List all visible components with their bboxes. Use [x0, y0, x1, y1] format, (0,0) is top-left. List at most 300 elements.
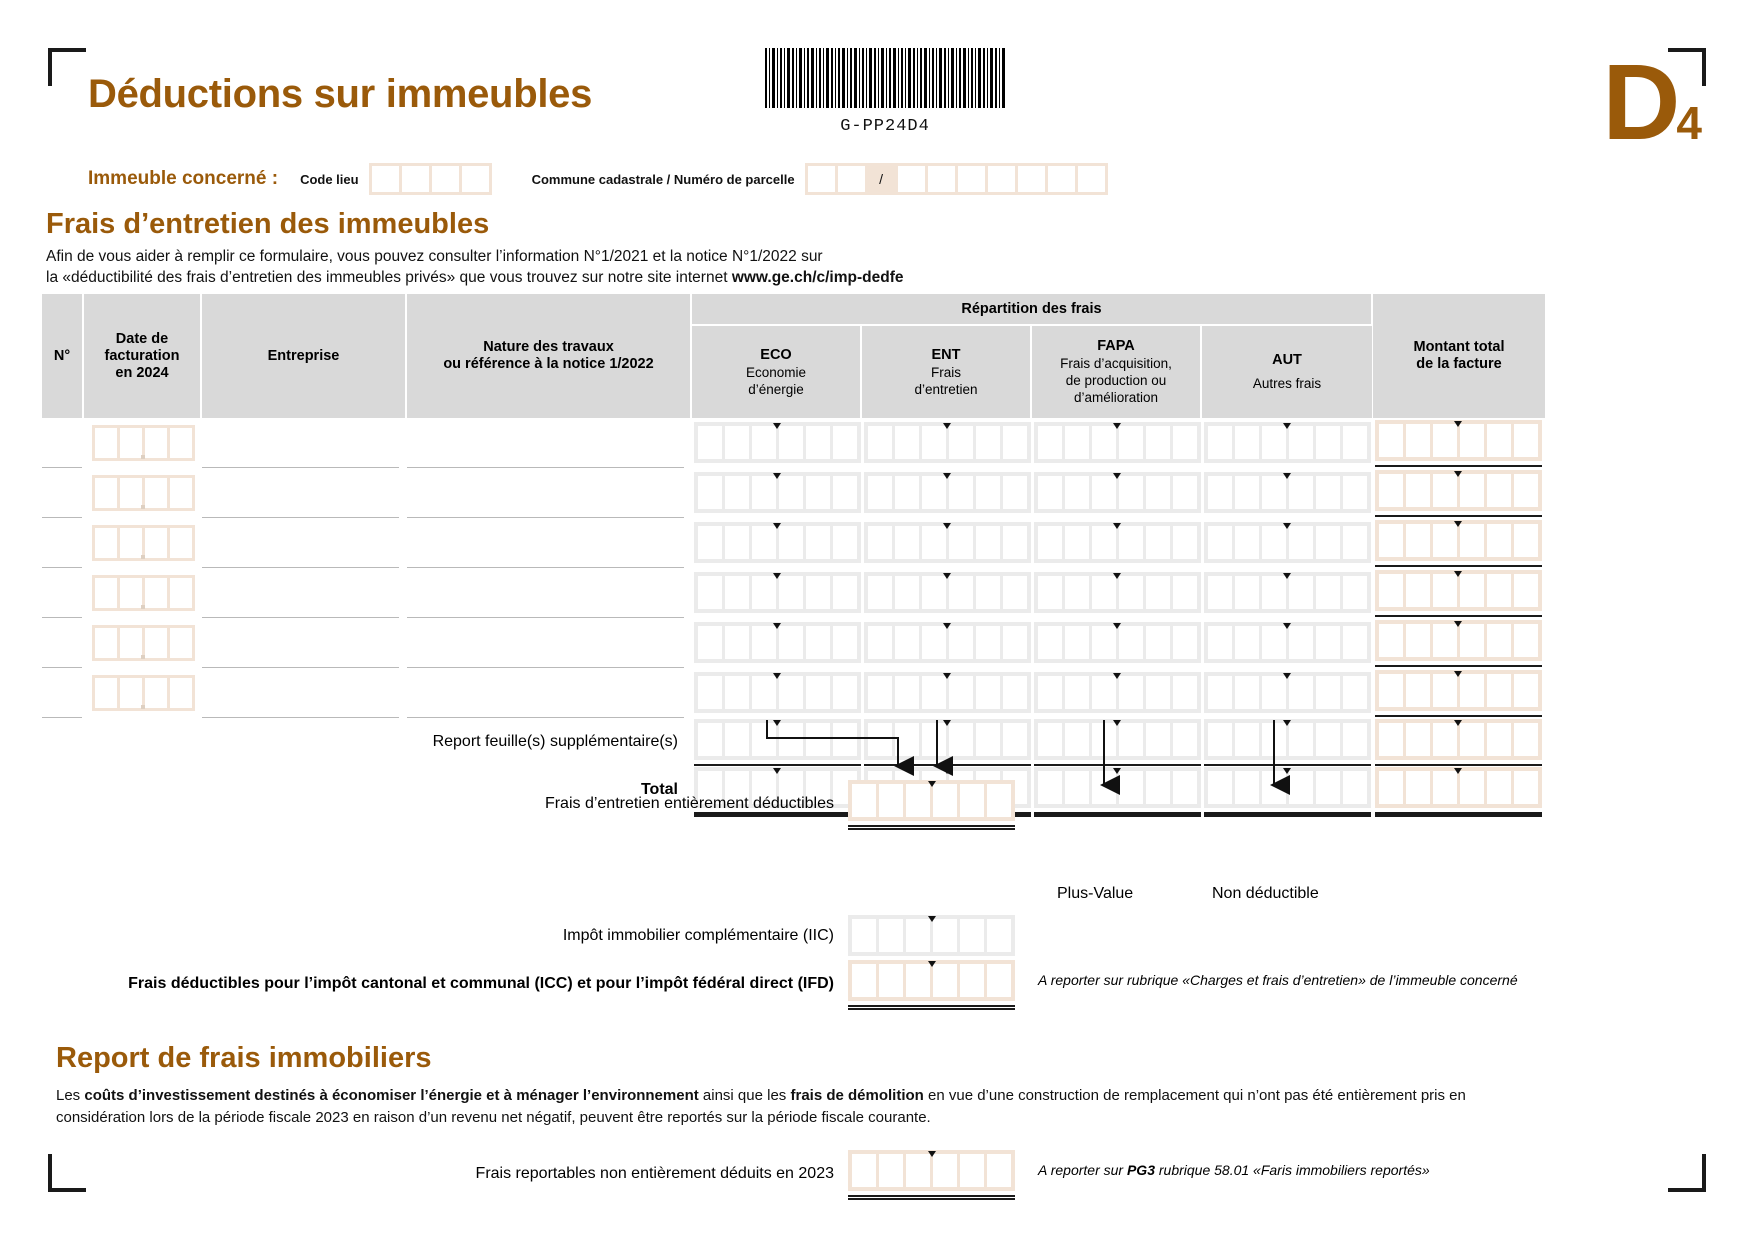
- amount-input[interactable]: [1204, 422, 1371, 464]
- amount-boxes[interactable]: [1375, 420, 1542, 461]
- amount-cell[interactable]: [1316, 771, 1340, 804]
- amount-cell[interactable]: [1487, 674, 1511, 707]
- summary-eco-cell[interactable]: [692, 717, 862, 767]
- summary-aut-cell[interactable]: [1202, 765, 1372, 815]
- amount-cell[interactable]: [1003, 576, 1027, 609]
- amount-cell[interactable]: [1379, 474, 1403, 507]
- amount-cell[interactable]: [1433, 574, 1457, 607]
- amount-boxes[interactable]: [694, 522, 861, 563]
- amount-cell[interactable]: [1514, 771, 1538, 804]
- amount-cell[interactable]: [933, 919, 957, 952]
- amount-cell[interactable]: [1173, 771, 1197, 804]
- amount-cell[interactable]: [895, 476, 919, 509]
- amount-cell[interactable]: [1289, 426, 1313, 459]
- amount-cell[interactable]: [1262, 476, 1286, 509]
- date-cell[interactable]: [145, 528, 167, 558]
- amount-boxes[interactable]: [864, 522, 1031, 563]
- amount-cell[interactable]: [1235, 476, 1259, 509]
- amount-cell[interactable]: [976, 576, 1000, 609]
- amount-cell[interactable]: [1487, 424, 1511, 457]
- amount-cell[interactable]: [1316, 476, 1340, 509]
- row-montant-total-cell[interactable]: [1372, 668, 1544, 718]
- row-eco-cell[interactable]: [692, 418, 862, 468]
- amount-cell[interactable]: [806, 676, 830, 709]
- amount-cell[interactable]: [1262, 526, 1286, 559]
- amount-cell[interactable]: [949, 576, 973, 609]
- amount-cell[interactable]: [1487, 723, 1511, 756]
- amount-input[interactable]: [1034, 522, 1201, 564]
- amount-cell[interactable]: [1262, 723, 1286, 756]
- amount-cell[interactable]: [725, 576, 749, 609]
- amount-cell[interactable]: [1038, 626, 1062, 659]
- amount-boxes[interactable]: [1034, 672, 1201, 713]
- amount-cell[interactable]: [752, 626, 776, 659]
- amount-cell[interactable]: [725, 426, 749, 459]
- amount-cell[interactable]: [879, 1154, 903, 1187]
- row-ent-cell[interactable]: [862, 668, 1032, 718]
- amount-cell[interactable]: [1460, 424, 1484, 457]
- amount-input[interactable]: [1375, 670, 1542, 717]
- amount-cell[interactable]: [1065, 426, 1089, 459]
- summary-ent-cell[interactable]: [862, 717, 1032, 767]
- amount-cell[interactable]: [698, 676, 722, 709]
- icc-ifd-input[interactable]: [848, 960, 1015, 1007]
- amount-input[interactable]: [694, 622, 861, 664]
- amount-cell[interactable]: [960, 919, 984, 952]
- amount-cell[interactable]: [725, 526, 749, 559]
- code-lieu-cell[interactable]: [372, 166, 399, 192]
- row-montant-total-cell[interactable]: [1372, 418, 1544, 468]
- amount-cell[interactable]: [1406, 624, 1430, 657]
- amount-cell[interactable]: [1289, 626, 1313, 659]
- amount-boxes[interactable]: [1204, 422, 1371, 463]
- amount-cell[interactable]: [1235, 723, 1259, 756]
- amount-cell[interactable]: [1092, 426, 1116, 459]
- amount-cell[interactable]: [1487, 771, 1511, 804]
- amount-cell[interactable]: [1173, 676, 1197, 709]
- date-cell[interactable]: [95, 628, 117, 658]
- amount-boxes[interactable]: [864, 422, 1031, 463]
- row-aut-cell[interactable]: [1202, 518, 1372, 568]
- row-ent-cell[interactable]: [862, 418, 1032, 468]
- row-eco-cell[interactable]: [692, 668, 862, 718]
- amount-cell[interactable]: [1514, 524, 1538, 557]
- row-entreprise-cell[interactable]: [202, 618, 407, 668]
- amount-input[interactable]: [864, 719, 1031, 766]
- amount-cell[interactable]: [833, 476, 857, 509]
- amount-cell[interactable]: [1092, 723, 1116, 756]
- amount-cell[interactable]: [806, 476, 830, 509]
- amount-cell[interactable]: [879, 784, 903, 817]
- amount-cell[interactable]: [868, 476, 892, 509]
- amount-cell[interactable]: [868, 576, 892, 609]
- row-date-cell[interactable]: [84, 618, 202, 668]
- amount-cell[interactable]: [698, 526, 722, 559]
- amount-input[interactable]: [864, 422, 1031, 464]
- code-lieu-cell[interactable]: [462, 166, 489, 192]
- commune-parcelle-input[interactable]: [805, 163, 1108, 195]
- amount-cell[interactable]: [1146, 426, 1170, 459]
- amount-cell[interactable]: [1208, 526, 1232, 559]
- icc-ifd-boxes[interactable]: [848, 960, 1015, 1001]
- amount-cell[interactable]: [1038, 526, 1062, 559]
- row-eco-cell[interactable]: [692, 468, 862, 518]
- amount-boxes[interactable]: [1375, 620, 1542, 661]
- amount-input[interactable]: [1204, 472, 1371, 514]
- amount-cell[interactable]: [779, 426, 803, 459]
- amount-cell[interactable]: [1460, 723, 1484, 756]
- row-entreprise-cell[interactable]: [202, 568, 407, 618]
- date-cell[interactable]: [95, 428, 117, 458]
- amount-cell[interactable]: [1146, 476, 1170, 509]
- row-aut-cell[interactable]: [1202, 618, 1372, 668]
- amount-cell[interactable]: [1173, 526, 1197, 559]
- row-fapa-cell[interactable]: [1032, 568, 1202, 618]
- amount-cell[interactable]: [833, 526, 857, 559]
- summary-montant-cell[interactable]: [1372, 765, 1544, 815]
- amount-boxes[interactable]: [1204, 472, 1371, 513]
- amount-cell[interactable]: [922, 476, 946, 509]
- row-date-cell[interactable]: [84, 418, 202, 468]
- row-nature-cell[interactable]: [407, 468, 692, 518]
- amount-cell[interactable]: [1406, 771, 1430, 804]
- amount-cell[interactable]: [1235, 676, 1259, 709]
- amount-cell[interactable]: [1460, 524, 1484, 557]
- amount-cell[interactable]: [933, 784, 957, 817]
- code-lieu-input[interactable]: [369, 163, 492, 195]
- amount-cell[interactable]: [1119, 476, 1143, 509]
- amount-boxes[interactable]: [1204, 622, 1371, 663]
- date-cell[interactable]: [170, 428, 192, 458]
- amount-cell[interactable]: [1038, 771, 1062, 804]
- amount-cell[interactable]: [1433, 474, 1457, 507]
- amount-cell[interactable]: [1487, 474, 1511, 507]
- row-aut-cell[interactable]: [1202, 418, 1372, 468]
- date-cell[interactable]: [145, 428, 167, 458]
- amount-boxes[interactable]: [1204, 767, 1371, 808]
- amount-cell[interactable]: [1514, 674, 1538, 707]
- amount-boxes[interactable]: [694, 622, 861, 663]
- amount-input[interactable]: [1204, 572, 1371, 614]
- amount-cell[interactable]: [1146, 723, 1170, 756]
- amount-cell[interactable]: [806, 626, 830, 659]
- row-ent-cell[interactable]: [862, 568, 1032, 618]
- date-cell[interactable]: [170, 628, 192, 658]
- amount-cell[interactable]: [698, 576, 722, 609]
- amount-boxes[interactable]: [1034, 622, 1201, 663]
- amount-boxes[interactable]: [694, 472, 861, 513]
- amount-boxes[interactable]: [864, 672, 1031, 713]
- amount-boxes[interactable]: [1375, 670, 1542, 711]
- amount-cell[interactable]: [806, 526, 830, 559]
- amount-cell[interactable]: [1092, 576, 1116, 609]
- amount-boxes[interactable]: [1204, 672, 1371, 713]
- date-cell[interactable]: [170, 678, 192, 708]
- amount-boxes[interactable]: [1375, 570, 1542, 611]
- amount-cell[interactable]: [1173, 576, 1197, 609]
- amount-input[interactable]: [1375, 570, 1542, 617]
- amount-cell[interactable]: [1289, 771, 1313, 804]
- summary-fapa-cell[interactable]: [1032, 717, 1202, 767]
- date-cell[interactable]: [170, 578, 192, 608]
- row-nature-cell[interactable]: [407, 518, 692, 568]
- amount-input[interactable]: [864, 622, 1031, 664]
- amount-boxes[interactable]: [1034, 767, 1201, 808]
- summary-montant-cell[interactable]: [1372, 717, 1544, 767]
- row-date-cell[interactable]: [84, 668, 202, 718]
- amount-cell[interactable]: [949, 426, 973, 459]
- amount-cell[interactable]: [949, 676, 973, 709]
- date-input[interactable]: [92, 475, 195, 511]
- row-eco-cell[interactable]: [692, 518, 862, 568]
- date-cell[interactable]: [120, 428, 142, 458]
- row-montant-total-cell[interactable]: [1372, 518, 1544, 568]
- date-cell[interactable]: [95, 478, 117, 508]
- amount-cell[interactable]: [1379, 723, 1403, 756]
- amount-cell[interactable]: [906, 1154, 930, 1187]
- amount-cell[interactable]: [1433, 723, 1457, 756]
- amount-cell[interactable]: [1433, 624, 1457, 657]
- amount-cell[interactable]: [1119, 576, 1143, 609]
- code-lieu-cell[interactable]: [402, 166, 429, 192]
- amount-cell[interactable]: [879, 919, 903, 952]
- amount-boxes[interactable]: [1034, 522, 1201, 563]
- amount-cell[interactable]: [1289, 676, 1313, 709]
- amount-cell[interactable]: [1146, 526, 1170, 559]
- amount-cell[interactable]: [1433, 674, 1457, 707]
- amount-cell[interactable]: [1289, 526, 1313, 559]
- amount-cell[interactable]: [987, 1154, 1011, 1187]
- amount-cell[interactable]: [1316, 526, 1340, 559]
- amount-cell[interactable]: [779, 576, 803, 609]
- amount-cell[interactable]: [1379, 524, 1403, 557]
- amount-cell[interactable]: [1379, 424, 1403, 457]
- row-date-cell[interactable]: [84, 518, 202, 568]
- amount-input[interactable]: [1204, 522, 1371, 564]
- amount-cell[interactable]: [806, 723, 830, 756]
- amount-cell[interactable]: [868, 626, 892, 659]
- amount-cell[interactable]: [1173, 476, 1197, 509]
- amount-cell[interactable]: [976, 476, 1000, 509]
- amount-cell[interactable]: [1262, 676, 1286, 709]
- amount-cell[interactable]: [922, 526, 946, 559]
- date-cell[interactable]: [145, 678, 167, 708]
- amount-cell[interactable]: [1092, 676, 1116, 709]
- amount-cell[interactable]: [933, 1154, 957, 1187]
- amount-boxes[interactable]: [1375, 767, 1542, 808]
- amount-cell[interactable]: [698, 626, 722, 659]
- amount-cell[interactable]: [752, 476, 776, 509]
- amount-cell[interactable]: [1316, 723, 1340, 756]
- amount-cell[interactable]: [779, 676, 803, 709]
- date-cell[interactable]: [95, 528, 117, 558]
- amount-boxes[interactable]: [864, 719, 1031, 760]
- amount-input[interactable]: [1375, 420, 1542, 467]
- amount-boxes[interactable]: [1204, 522, 1371, 563]
- date-cell[interactable]: [95, 578, 117, 608]
- amount-cell[interactable]: [852, 919, 876, 952]
- amount-cell[interactable]: [960, 964, 984, 997]
- amount-cell[interactable]: [1003, 476, 1027, 509]
- amount-input[interactable]: [1204, 622, 1371, 664]
- amount-cell[interactable]: [1514, 424, 1538, 457]
- amount-cell[interactable]: [1235, 526, 1259, 559]
- amount-cell[interactable]: [1119, 771, 1143, 804]
- amount-cell[interactable]: [1208, 626, 1232, 659]
- amount-input[interactable]: [864, 672, 1031, 714]
- amount-cell[interactable]: [987, 919, 1011, 952]
- amount-cell[interactable]: [752, 426, 776, 459]
- amount-cell[interactable]: [833, 576, 857, 609]
- row-entreprise-cell[interactable]: [202, 518, 407, 568]
- parcelle-cell[interactable]: [1078, 166, 1105, 192]
- amount-input[interactable]: [1034, 472, 1201, 514]
- amount-cell[interactable]: [1038, 723, 1062, 756]
- parcelle-cell[interactable]: [988, 166, 1015, 192]
- amount-cell[interactable]: [868, 426, 892, 459]
- amount-cell[interactable]: [1316, 626, 1340, 659]
- amount-cell[interactable]: [1406, 424, 1430, 457]
- amount-cell[interactable]: [922, 676, 946, 709]
- amount-cell[interactable]: [1235, 426, 1259, 459]
- amount-cell[interactable]: [976, 526, 1000, 559]
- row-fapa-cell[interactable]: [1032, 518, 1202, 568]
- amount-cell[interactable]: [949, 476, 973, 509]
- amount-cell[interactable]: [1003, 526, 1027, 559]
- amount-cell[interactable]: [1173, 723, 1197, 756]
- parcelle-cell[interactable]: [958, 166, 985, 192]
- row-montant-total-cell[interactable]: [1372, 618, 1544, 668]
- amount-cell[interactable]: [1514, 574, 1538, 607]
- amount-cell[interactable]: [1379, 771, 1403, 804]
- amount-cell[interactable]: [1119, 426, 1143, 459]
- amount-cell[interactable]: [1316, 426, 1340, 459]
- amount-input[interactable]: [1034, 422, 1201, 464]
- date-cell[interactable]: [120, 528, 142, 558]
- amount-cell[interactable]: [976, 426, 1000, 459]
- amount-input[interactable]: [1034, 622, 1201, 664]
- amount-boxes[interactable]: [1034, 472, 1201, 513]
- row-aut-cell[interactable]: [1202, 468, 1372, 518]
- iic-boxes[interactable]: [848, 915, 1015, 956]
- amount-cell[interactable]: [1289, 723, 1313, 756]
- amount-cell[interactable]: [698, 476, 722, 509]
- amount-cell[interactable]: [1460, 674, 1484, 707]
- amount-cell[interactable]: [1119, 626, 1143, 659]
- amount-input[interactable]: [1034, 672, 1201, 714]
- amount-cell[interactable]: [1460, 624, 1484, 657]
- row-nature-cell[interactable]: [407, 618, 692, 668]
- amount-boxes[interactable]: [1034, 572, 1201, 613]
- date-input[interactable]: [92, 525, 195, 561]
- amount-cell[interactable]: [852, 964, 876, 997]
- amount-cell[interactable]: [922, 723, 946, 756]
- amount-cell[interactable]: [1406, 474, 1430, 507]
- amount-cell[interactable]: [895, 576, 919, 609]
- amount-cell[interactable]: [1343, 526, 1367, 559]
- date-cell[interactable]: [120, 678, 142, 708]
- row-fapa-cell[interactable]: [1032, 468, 1202, 518]
- amount-cell[interactable]: [1038, 576, 1062, 609]
- amount-input[interactable]: [1034, 719, 1201, 766]
- amount-cell[interactable]: [1065, 476, 1089, 509]
- amount-input[interactable]: [1204, 767, 1371, 814]
- amount-cell[interactable]: [1038, 676, 1062, 709]
- amount-cell[interactable]: [1003, 426, 1027, 459]
- amount-boxes[interactable]: [1375, 520, 1542, 561]
- amount-cell[interactable]: [1003, 723, 1027, 756]
- amount-cell[interactable]: [1065, 626, 1089, 659]
- row-eco-cell[interactable]: [692, 568, 862, 618]
- amount-cell[interactable]: [1092, 526, 1116, 559]
- amount-input[interactable]: [694, 672, 861, 714]
- amount-cell[interactable]: [960, 1154, 984, 1187]
- amount-input[interactable]: [864, 522, 1031, 564]
- amount-cell[interactable]: [1173, 626, 1197, 659]
- amount-input[interactable]: [694, 719, 861, 766]
- amount-input[interactable]: [694, 472, 861, 514]
- amount-boxes[interactable]: [1034, 422, 1201, 463]
- amount-cell[interactable]: [1343, 676, 1367, 709]
- amount-input[interactable]: [1375, 520, 1542, 567]
- amount-cell[interactable]: [1173, 426, 1197, 459]
- amount-cell[interactable]: [1092, 771, 1116, 804]
- amount-cell[interactable]: [1119, 526, 1143, 559]
- amount-cell[interactable]: [852, 1154, 876, 1187]
- amount-cell[interactable]: [1003, 676, 1027, 709]
- amount-cell[interactable]: [1146, 576, 1170, 609]
- amount-cell[interactable]: [1343, 723, 1367, 756]
- row-aut-cell[interactable]: [1202, 668, 1372, 718]
- amount-cell[interactable]: [1235, 576, 1259, 609]
- row-date-cell[interactable]: [84, 568, 202, 618]
- amount-cell[interactable]: [1119, 723, 1143, 756]
- row-ent-cell[interactable]: [862, 468, 1032, 518]
- amount-input[interactable]: [864, 472, 1031, 514]
- amount-cell[interactable]: [1146, 771, 1170, 804]
- date-input[interactable]: [92, 425, 195, 461]
- row-montant-total-cell[interactable]: [1372, 568, 1544, 618]
- row-date-cell[interactable]: [84, 468, 202, 518]
- amount-cell[interactable]: [1406, 674, 1430, 707]
- amount-cell[interactable]: [1208, 723, 1232, 756]
- amount-cell[interactable]: [833, 676, 857, 709]
- iic-input[interactable]: [848, 915, 1015, 957]
- amount-boxes[interactable]: [864, 472, 1031, 513]
- amount-cell[interactable]: [1119, 676, 1143, 709]
- frais-reportables-input[interactable]: [848, 1150, 1015, 1197]
- amount-cell[interactable]: [1379, 574, 1403, 607]
- amount-cell[interactable]: [895, 426, 919, 459]
- amount-input[interactable]: [864, 572, 1031, 614]
- amount-cell[interactable]: [1514, 624, 1538, 657]
- row-fapa-cell[interactable]: [1032, 668, 1202, 718]
- amount-cell[interactable]: [833, 426, 857, 459]
- amount-cell[interactable]: [752, 723, 776, 756]
- date-cell[interactable]: [95, 678, 117, 708]
- amount-cell[interactable]: [833, 723, 857, 756]
- amount-cell[interactable]: [779, 476, 803, 509]
- parcelle-cell[interactable]: [928, 166, 955, 192]
- code-lieu-cell[interactable]: [432, 166, 459, 192]
- date-cell[interactable]: [170, 528, 192, 558]
- amount-cell[interactable]: [1092, 476, 1116, 509]
- amount-cell[interactable]: [1379, 624, 1403, 657]
- amount-cell[interactable]: [895, 723, 919, 756]
- amount-cell[interactable]: [1289, 576, 1313, 609]
- amount-cell[interactable]: [725, 723, 749, 756]
- amount-input[interactable]: [1375, 719, 1542, 766]
